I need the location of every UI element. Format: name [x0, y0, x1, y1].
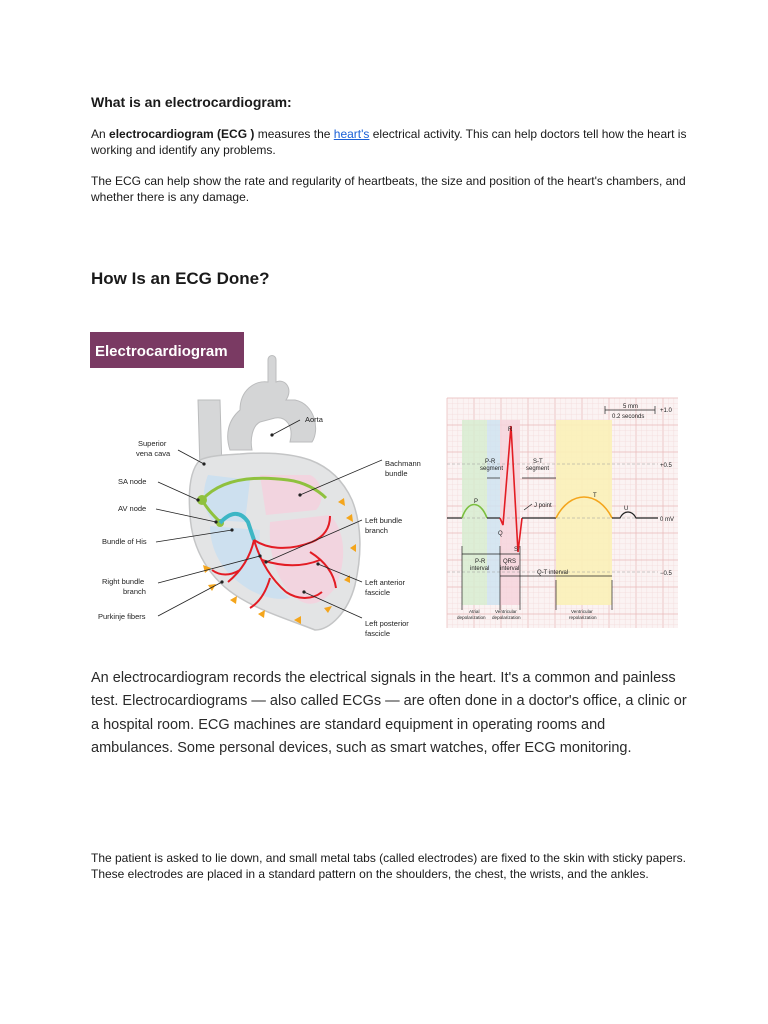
figure-banner-title: Electrocardiogram	[95, 343, 228, 360]
text-run: electrical activity. This can help doctors tell how the heart is working and identify any problems.	[91, 127, 687, 157]
ecg-atrial-depolarization-1: Atrial	[469, 609, 480, 614]
label-left-bundle-branch-1: Left bundle	[365, 516, 403, 525]
label-av-node: AV node	[118, 504, 147, 513]
ecg-waveform-diagram	[447, 398, 678, 628]
ecg-voltage-zero: 0 mV	[660, 517, 675, 523]
ecg-p-label: P	[474, 499, 479, 505]
label-right-bundle-branch-2: branch	[123, 587, 146, 596]
ecg-qrs-interval-label-2: interval	[500, 566, 520, 572]
label-superior-vena-cava-1: Superior	[138, 439, 167, 448]
band-ventricular-repolarization	[556, 420, 612, 605]
label-bachmann-bundle-1: Bachmann	[385, 459, 421, 468]
ecg-t-label: T	[593, 493, 597, 499]
label-left-posterior-fascicle-2: fascicle	[365, 629, 391, 638]
label-left-anterior-fascicle-1: Left anterior	[365, 578, 406, 587]
paragraph-ecg-overview: An electrocardiogram records the electrical signals in the heart. It's a common and painless test. Electrocardiograms — also called ECGs — are often done in a doctor's office, a clinic or a hospital room. ECG machines are standard equipment in operating rooms and ambulances. Some personal devices, such as smart watches, offer ECG monitoring.	[91, 670, 687, 756]
ecg-voltage-minus-05: −0.5	[660, 571, 672, 577]
bold-term-ecg: electrocardiogram (ECG )	[109, 127, 255, 141]
label-purkinje-fibers: Purkinje fibers	[98, 612, 146, 621]
paragraph-ecg-uses: The ECG can help show the rate and regularity of heartbeats, the size and position of the heart's chambers, and whether there is any damage.	[91, 174, 686, 204]
ecg-j-point-label: J point	[534, 503, 552, 509]
ecg-s-label: S	[514, 547, 519, 553]
ecg-ventricular-depolarization-1: Ventricular	[495, 609, 517, 614]
label-sa-node: SA node	[118, 477, 147, 486]
ecg-voltage-plus-05: +0.5	[660, 463, 672, 469]
ecg-scale-seconds: 0.2 seconds	[612, 414, 645, 420]
ecg-voltage-plus-1: +1.0	[660, 408, 672, 414]
label-superior-vena-cava-2: vena cava	[136, 449, 171, 458]
ecg-st-segment-label-1: S-T	[533, 459, 543, 465]
ecg-q-label: Q	[498, 531, 503, 537]
label-left-bundle-branch-2: branch	[365, 526, 388, 535]
paragraph-ecg-procedure: The patient is asked to lie down, and small metal tabs (called electrodes) are fixed to the skin with sticky papers. These electrodes are placed in a standard pattern on the shoulders, the chest, the wrists, and the ankles.	[91, 851, 686, 881]
ecg-pr-segment-label-2: segment	[480, 466, 504, 472]
text-run: measures the	[254, 127, 334, 141]
label-bachmann-bundle-2: bundle	[385, 469, 408, 478]
ecg-qt-interval-label: Q-T interval	[537, 570, 569, 576]
ecg-ventricular-depolarization-2: depolarization	[492, 615, 521, 620]
ecg-pr-interval-label-1: P-R	[475, 559, 486, 565]
hearts-link[interactable]: heart's	[333, 127, 370, 141]
band-atrial-depolarization	[462, 420, 490, 605]
ecg-qrs-interval-label-1: QRS	[503, 559, 517, 565]
label-left-anterior-fascicle-2: fascicle	[365, 588, 391, 597]
label-right-bundle-branch-1: Right bundle	[102, 577, 145, 586]
text-run: An	[91, 127, 110, 141]
label-bundle-of-his: Bundle of His	[102, 537, 147, 546]
electrocardiogram-figure	[90, 330, 690, 645]
ecg-st-segment-label-2: segment	[526, 466, 550, 472]
ecg-u-label: U	[624, 506, 629, 512]
ecg-ventricular-repolarization-2: repolarization	[569, 615, 597, 620]
ecg-atrial-depolarization-2: depolarization	[457, 615, 486, 620]
ecg-pr-segment-label-1: P-R	[485, 459, 496, 465]
ecg-ventricular-repolarization-1: Ventricular	[571, 609, 593, 614]
label-left-posterior-fascicle-1: Left posterior	[365, 619, 409, 628]
label-aorta: Aorta	[305, 415, 323, 424]
section-heading-what-is-ecg: What is an electrocardiogram:	[91, 94, 292, 110]
heart-illustration	[98, 356, 421, 639]
ecg-scale-mm: 5 mm	[623, 404, 638, 410]
paragraph-ecg-definition	[91, 127, 691, 158]
section-heading-how-ecg-done: How Is an ECG Done?	[91, 269, 270, 288]
ecg-r-label: R	[508, 427, 513, 433]
band-pr-segment	[487, 420, 500, 605]
ecg-pr-interval-label-2: interval	[470, 566, 490, 572]
